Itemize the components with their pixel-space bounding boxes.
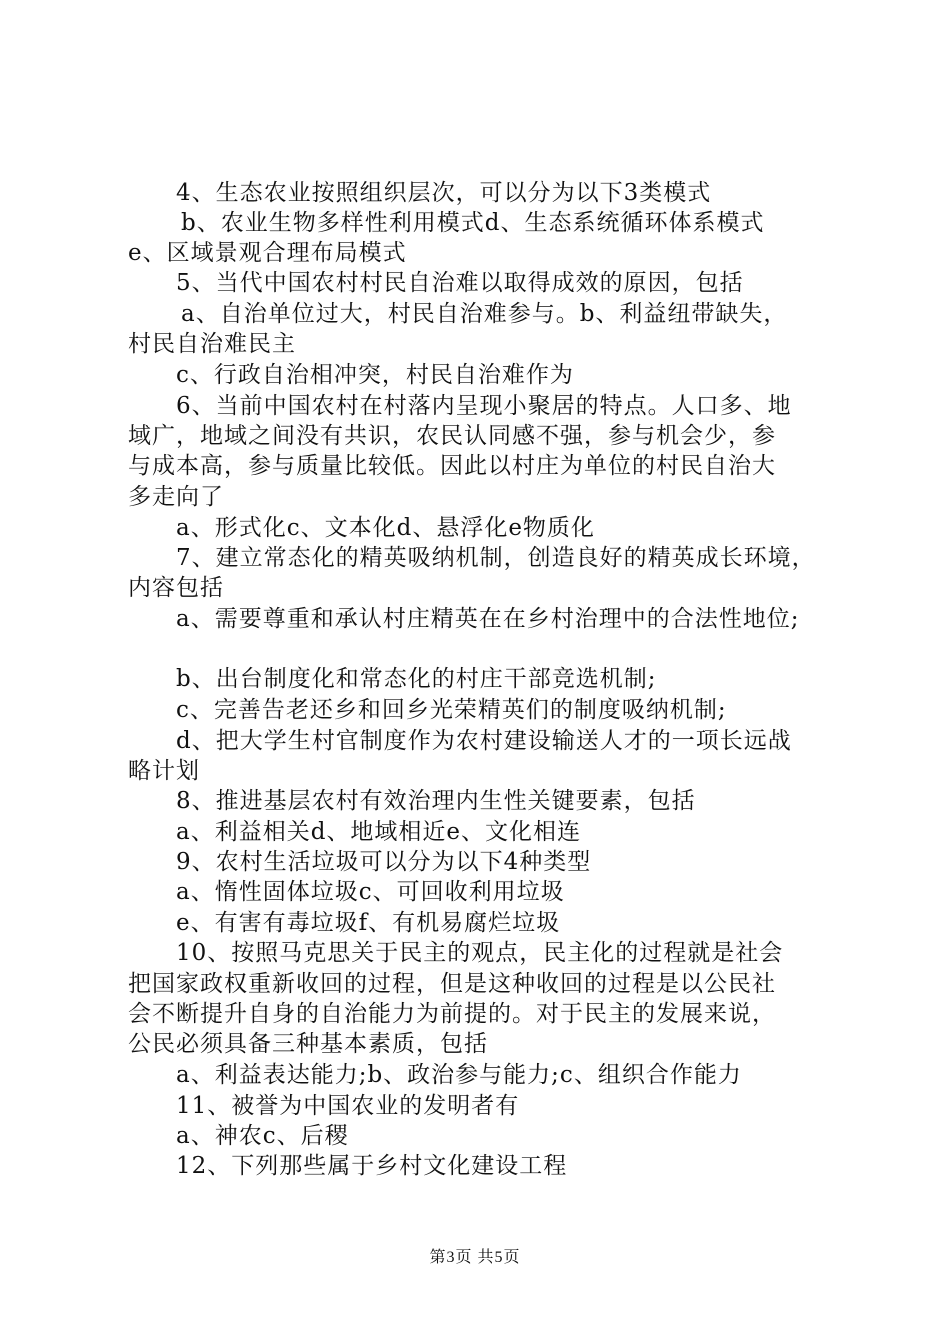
text-line: a、需要尊重和承认村庄精英在在乡村治理中的合法性地位; [176,606,800,632]
text-line: a、利益相关d、地域相近e、文化相连 [176,819,582,845]
text-line: 多走向了 [128,484,224,510]
text-line: 12、下列那些属于乡村文化建设工程 [176,1153,568,1179]
text-line: 9、农村生活垃圾可以分为以下4种类型 [176,849,592,875]
text-line: b、农业生物多样性利用模式d、生态系统循环体系模式 [181,210,765,236]
text-line: 11、被誉为中国农业的发明者有 [176,1093,520,1119]
text-line: 4、生态农业按照组织层次，可以分为以下3类模式 [176,180,712,206]
text-line: 公民必须具备三种基本素质，包括 [128,1031,488,1057]
text-line: 会不断提升自身的自治能力为前提的。对于民主的发展来说， [128,1001,776,1027]
text-line: 10、按照马克思关于民主的观点，民主化的过程就是社会 [176,940,784,966]
text-line: 域广，地域之间没有共识，农民认同感不强，参与机会少，参 [128,423,776,449]
text-line: d、把大学生村官制度作为农村建设输送人才的一项长远战 [176,728,792,754]
text-line: 8、推进基层农村有效治理内生性关键要素，包括 [176,788,696,814]
text-line: 内容包括 [128,575,224,601]
text-line: a、神农c、后稷 [176,1123,349,1149]
text-line: 5、当代中国农村村民自治难以取得成效的原因，包括 [176,270,744,296]
text-line: 7、建立常态化的精英吸纳机制，创造良好的精英成长环境， [176,545,816,571]
text-line: e、有害有毒垃圾f、有机易腐烂垃圾 [176,910,561,936]
text-line: 6、当前中国农村在村落内呈现小聚居的特点。人口多、地 [176,393,792,419]
page-number-footer: 第3页 共5页 [429,1249,521,1266]
text-line: a、自治单位过大，村民自治难参与。b、利益纽带缺失， [181,301,788,327]
text-line: a、惰性固体垃圾c、可回收利用垃圾 [176,879,565,905]
text-line: 村民自治难民主 [128,331,296,357]
text-line: b、出台制度化和常态化的村庄干部竞选机制; [176,666,657,692]
text-line: 与成本高，参与质量比较低。因此以村庄为单位的村民自治大 [128,453,776,479]
text-line: c、行政自治相冲突，村民自治难作为 [176,362,574,388]
text-line: e、区域景观合理布局模式 [128,240,407,266]
text-line: 略计划 [128,758,200,784]
text-line: c、完善告老还乡和回乡光荣精英们的制度吸纳机制; [176,697,727,723]
text-line: a、利益表达能力;b、政治参与能力;c、组织合作能力 [176,1062,742,1088]
text-line: 把国家政权重新收回的过程，但是这种收回的过程是以公民社 [128,971,776,997]
text-line: a、形式化c、文本化d、悬浮化e物质化 [176,515,595,541]
